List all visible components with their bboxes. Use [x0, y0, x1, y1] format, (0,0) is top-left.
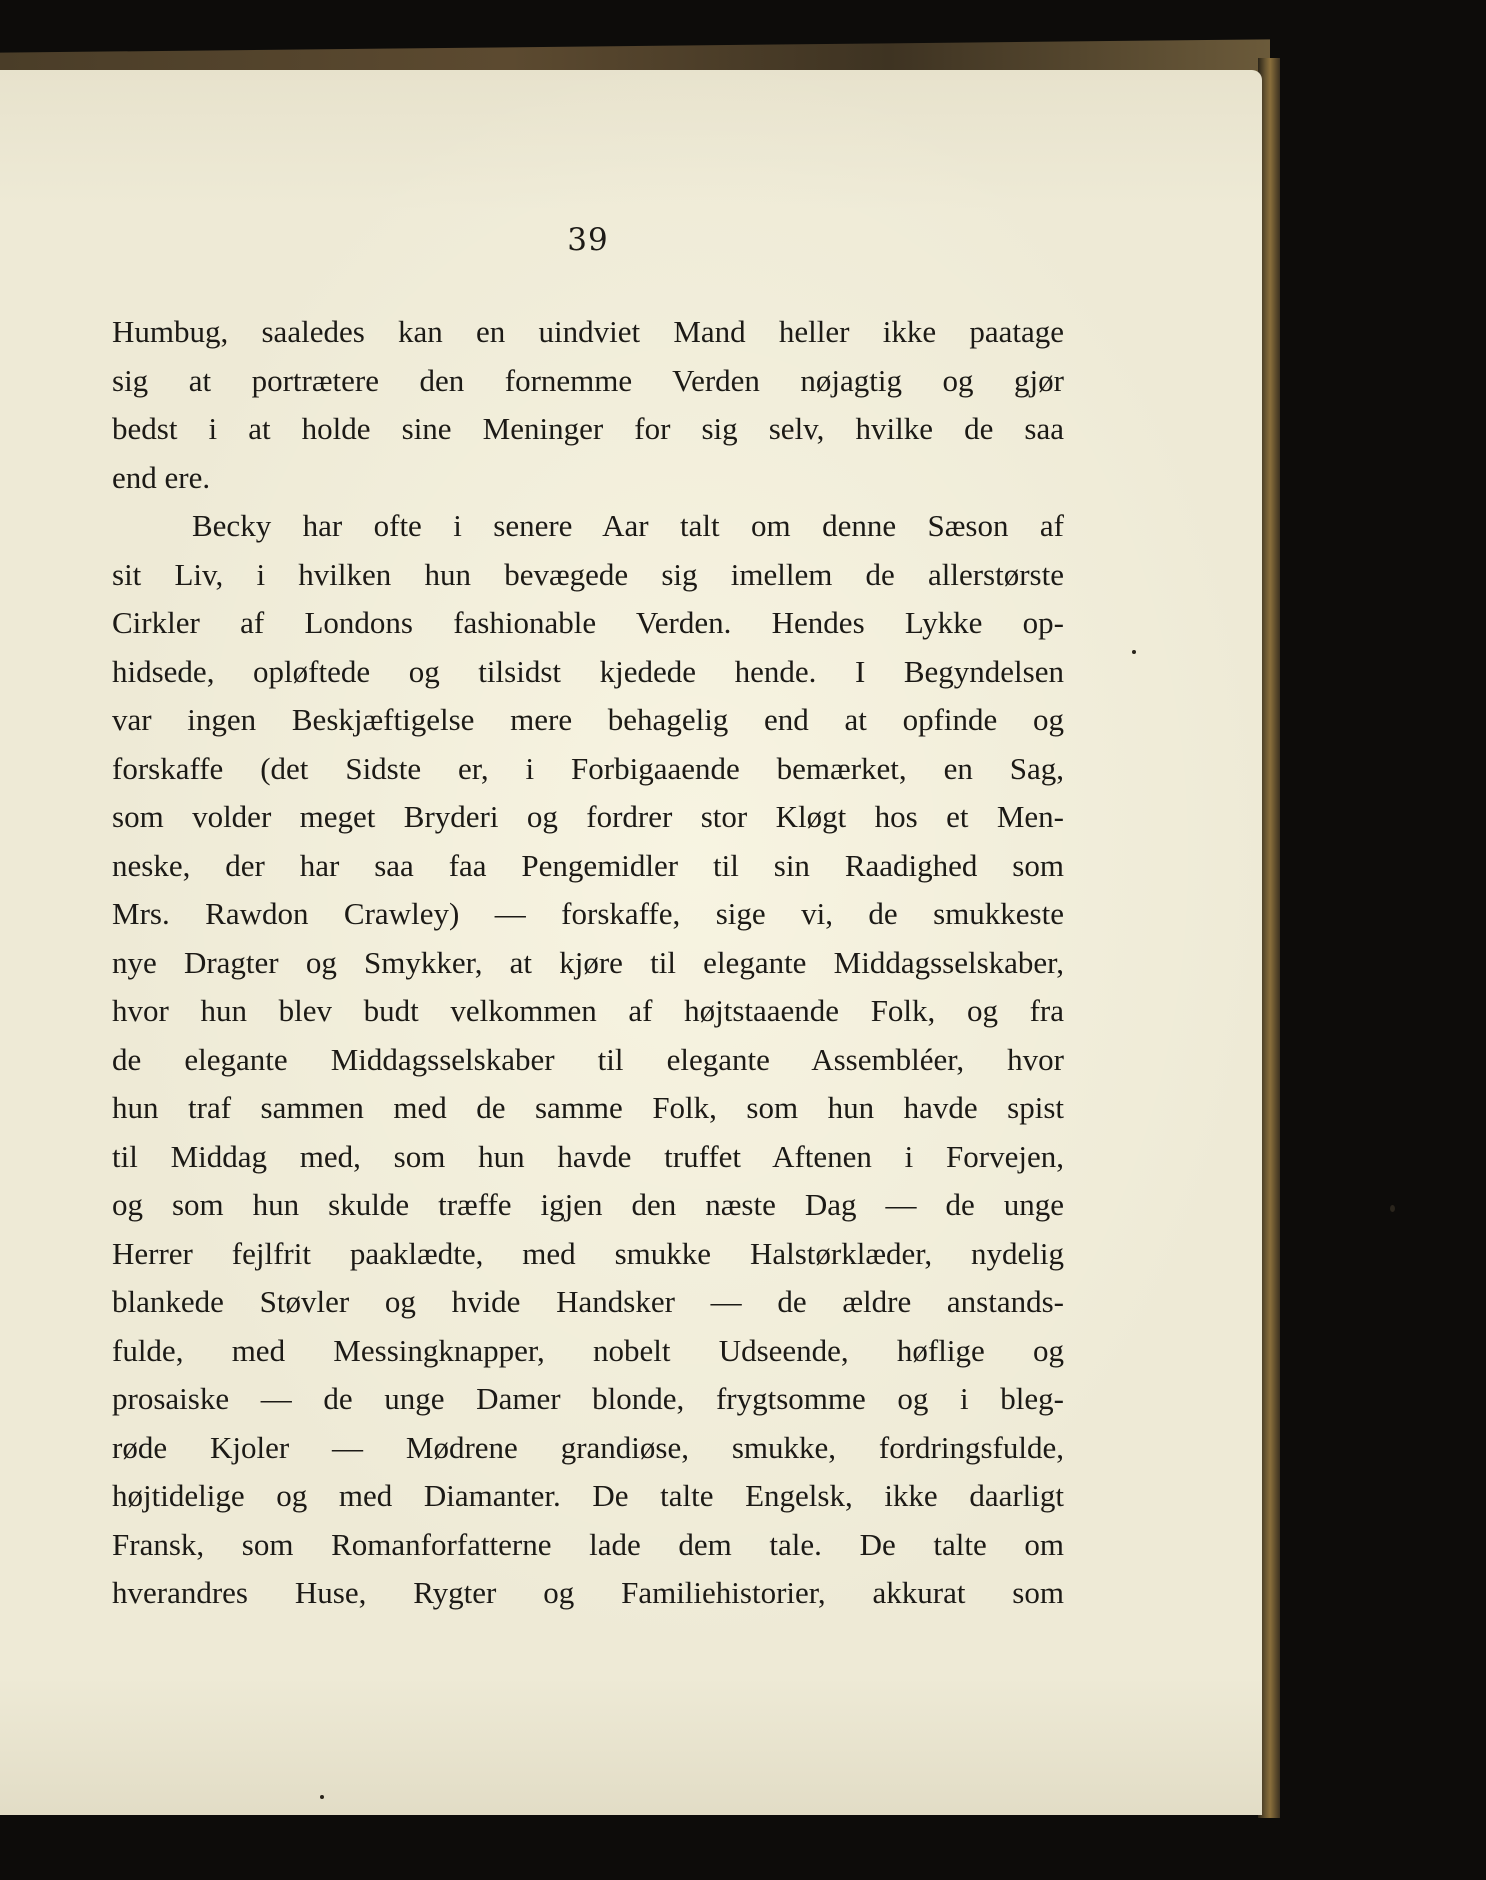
- text-line: bedst i at holde sine Meninger for sig selv, hvilke de saa: [112, 411, 1064, 446]
- text-line: hvor hun blev budt velkommen af højtstaaende Folk, og fra: [112, 993, 1064, 1028]
- text-line: end ere.: [112, 459, 211, 495]
- text-line: røde Kjoler — Mødrene grandiøse, smukke, fordringsfulde,: [112, 1429, 1064, 1465]
- text-line: prosaiske — de unge Damer blonde, frygtsomme og i bleg-: [112, 1381, 1064, 1416]
- text-line: højtidelige og med Diamanter. De talte Engelsk, ikke daarligt: [112, 1478, 1064, 1513]
- text-line: sig at portrætere den fornemme Verden nøjagtig og gjør: [112, 362, 1064, 398]
- text-line: Herrer fejlfrit paaklædte, med smukke Halstørklæder, nydelig: [112, 1235, 1064, 1271]
- paper-speck: [1132, 650, 1136, 654]
- text-line: hidsede, opløftede og tilsidst kjedede hende. I Begyndelsen: [112, 653, 1064, 689]
- text-line: hverandres Huse, Rygter og Familiehistorier, akkurat som: [112, 1575, 1064, 1610]
- paper-speck: [320, 1795, 324, 1799]
- text-line: nye Dragter og Smykker, at kjøre til elegante Middagsselskaber,: [112, 944, 1064, 980]
- text-line: Mrs. Rawdon Crawley) — forskaffe, sige vi, de smukkeste: [112, 896, 1064, 931]
- text-line: forskaffe (det Sidste er, i Forbigaaende bemærket, en Sag,: [112, 750, 1064, 786]
- body-text: [112, 308, 1064, 1618]
- text-line: til Middag med, som hun havde truffet Aftenen i Forvejen,: [112, 1138, 1064, 1174]
- text-line: hun traf sammen med de samme Folk, som hun havde spist: [112, 1090, 1064, 1125]
- text-line: Cirkler af Londons fashionable Verden. Hendes Lykke op-: [112, 605, 1064, 640]
- text-line: var ingen Beskjæftigelse mere behagelig end at opfinde og: [112, 702, 1064, 737]
- text-line: blankede Støvler og hvide Handsker — de ældre anstands-: [112, 1284, 1064, 1319]
- text-line: fulde, med Messingknapper, nobelt Udseende, høflige og: [112, 1332, 1064, 1368]
- text-line: Becky har ofte i senere Aar talt om denne Sæson af: [192, 508, 1064, 543]
- page-number: 39: [567, 222, 609, 258]
- text-line: og som hun skulde træffe igjen den næste Dag — de unge: [112, 1187, 1064, 1222]
- text-line: som volder meget Bryderi og fordrer stor Kløgt hos et Men-: [112, 799, 1064, 834]
- paper-speck: [1390, 1205, 1395, 1212]
- text-line: neske, der har saa faa Pengemidler til sin Raadighed som: [112, 847, 1064, 883]
- text-line: sit Liv, i hvilken hun bevægede sig imellem de allerstørste: [112, 556, 1064, 592]
- text-line: Fransk, som Romanforfatterne lade dem tale. De talte om: [112, 1526, 1064, 1562]
- text-line: de elegante Middagsselskaber til elegante Assembléer, hvor: [112, 1041, 1064, 1077]
- text-line: Humbug, saaledes kan en uindviet Mand heller ikke paatage: [112, 314, 1064, 349]
